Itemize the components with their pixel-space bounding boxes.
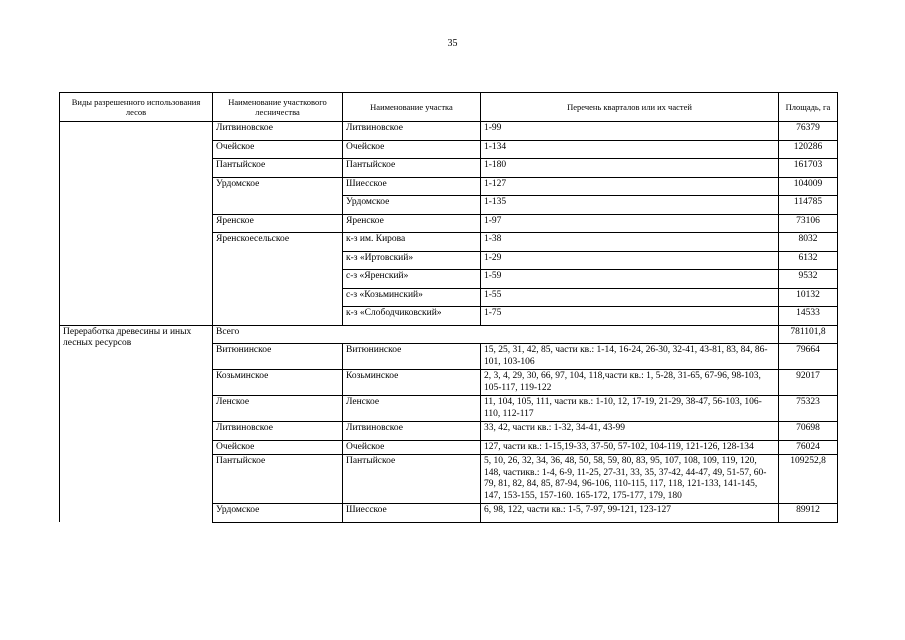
lesnichestvo-cell: Пантыйское: [213, 455, 343, 504]
uchastok-cell: к-з им. Кирова: [343, 233, 481, 252]
uchastok-cell: к-з «Слободчиковский»: [343, 307, 481, 326]
uchastok-cell: Литвиновское: [343, 122, 481, 141]
forest-use-table: [59, 92, 838, 523]
area-cell: 89912: [779, 504, 838, 523]
uchastok-cell: Очейское: [343, 440, 481, 455]
lesnichestvo-cell: Литвиновское: [213, 422, 343, 441]
header-use-type: Виды разрешенного использования лесов: [60, 93, 213, 122]
kvartaly-cell: 127, части кв.: 1-15,19-33, 37-50, 57-102, 104-119, 121-126, 128-134: [481, 440, 779, 455]
lesnichestvo-cell: Урдомское: [213, 504, 343, 523]
kvartaly-cell: 1-75: [481, 307, 779, 326]
lesnichestvo-cell: Очейское: [213, 140, 343, 159]
uchastok-cell: с-з «Яренский»: [343, 270, 481, 289]
table-row-total: [60, 325, 838, 344]
uchastok-cell: к-з «Иртовский»: [343, 251, 481, 270]
lesnichestvo-cell: Яренскоесельское: [213, 233, 343, 326]
area-cell: 92017: [779, 370, 838, 396]
area-cell: 70698: [779, 422, 838, 441]
uchastok-cell: с-з «Козьминский»: [343, 288, 481, 307]
area-cell: 79664: [779, 344, 838, 370]
area-cell: 104009: [779, 177, 838, 196]
lesnichestvo-cell: Витюнинское: [213, 344, 343, 370]
area-cell: 10132: [779, 288, 838, 307]
kvartaly-cell: 15, 25, 31, 42, 85, части кв.: 1-14, 16-24, 26-30, 32-41, 43-81, 83, 84, 86-101, 103-106: [481, 344, 779, 370]
area-cell: 73106: [779, 214, 838, 233]
uchastok-cell: Витюнинское: [343, 344, 481, 370]
kvartaly-cell: 5, 10, 26, 32, 34, 36, 48, 50, 58, 59, 80, 83, 95, 107, 108, 109, 119, 120, 148, частикв.: 1-4, 6-9, 11-25, 27-31, 33, 35, 37-42, 44-47, 49, 51-57, 60-79, 81, 82, 84, 85, 87-94, 96-106, 110-115, 117, 118, 121-133, 141-145, 147, 153-155, 157-160. 165-172, 175-177, 179, 180: [481, 455, 779, 504]
kvartaly-cell: 1-97: [481, 214, 779, 233]
lesnichestvo-cell: Литвиновское: [213, 122, 343, 141]
kvartaly-cell: 1-135: [481, 196, 779, 215]
header-area: Площадь, га: [779, 93, 838, 122]
uchastok-cell: Шиесское: [343, 177, 481, 196]
uchastok-cell: Очейское: [343, 140, 481, 159]
area-cell: 120286: [779, 140, 838, 159]
uchastok-cell: Яренское: [343, 214, 481, 233]
kvartaly-cell: 2, 3, 4, 29, 30, 66, 97, 104, 118,части кв.: 1, 5-28, 31-65, 67-96, 98-103, 105-117, 119-122: [481, 370, 779, 396]
lesnichestvo-cell: Яренское: [213, 214, 343, 233]
kvartaly-cell: 1-180: [481, 159, 779, 178]
kvartaly-cell: 1-38: [481, 233, 779, 252]
kvartaly-cell: 33, 42, части кв.: 1-32, 34-41, 43-99: [481, 422, 779, 441]
kvartaly-cell: 1-55: [481, 288, 779, 307]
area-cell: 6132: [779, 251, 838, 270]
uchastok-cell: Пантыйское: [343, 455, 481, 504]
kvartaly-cell: 11, 104, 105, 111, части кв.: 1-10, 12, 17-19, 21-29, 38-47, 56-103, 106-110, 112-117: [481, 396, 779, 422]
table-header-row: [60, 93, 838, 122]
area-cell: 76379: [779, 122, 838, 141]
uchastok-cell: Литвиновское: [343, 422, 481, 441]
uchastok-cell: Шиесское: [343, 504, 481, 523]
lesnichestvo-cell: Ленское: [213, 396, 343, 422]
header-kvartaly: Перечень кварталов или их частей: [481, 93, 779, 122]
header-uchastok: Наименование участка: [343, 93, 481, 122]
area-cell: 109252,8: [779, 455, 838, 504]
lesnichestvo-cell: Козьминское: [213, 370, 343, 396]
lesnichestvo-cell: Пантыйское: [213, 159, 343, 178]
area-cell: 75323: [779, 396, 838, 422]
table-row: [60, 122, 838, 141]
kvartaly-cell: 1-59: [481, 270, 779, 289]
page-number: 35: [447, 38, 458, 49]
uchastok-cell: Урдомское: [343, 196, 481, 215]
use-type-cell: Переработка древесины и иных лесных ресурсов: [60, 325, 213, 522]
area-cell: 14533: [779, 307, 838, 326]
header-lesnichestvo: Наименование участкового лесничества: [213, 93, 343, 122]
kvartaly-cell: 6, 98, 122, части кв.: 1-5, 7-97, 99-121, 123-127: [481, 504, 779, 523]
kvartaly-cell: 1-134: [481, 140, 779, 159]
total-label-cell: Всего: [213, 325, 779, 344]
uchastok-cell: Пантыйское: [343, 159, 481, 178]
uchastok-cell: Козьминское: [343, 370, 481, 396]
kvartaly-cell: 1-99: [481, 122, 779, 141]
area-cell: 76024: [779, 440, 838, 455]
lesnichestvo-cell: Урдомское: [213, 177, 343, 214]
uchastok-cell: Ленское: [343, 396, 481, 422]
area-cell: 114785: [779, 196, 838, 215]
total-area-cell: 781101,8: [779, 325, 838, 344]
area-cell: 8032: [779, 233, 838, 252]
kvartaly-cell: 1-29: [481, 251, 779, 270]
area-cell: 9532: [779, 270, 838, 289]
kvartaly-cell: 1-127: [481, 177, 779, 196]
lesnichestvo-cell: Очейское: [213, 440, 343, 455]
area-cell: 161703: [779, 159, 838, 178]
use-type-cell-continued: [60, 122, 213, 326]
